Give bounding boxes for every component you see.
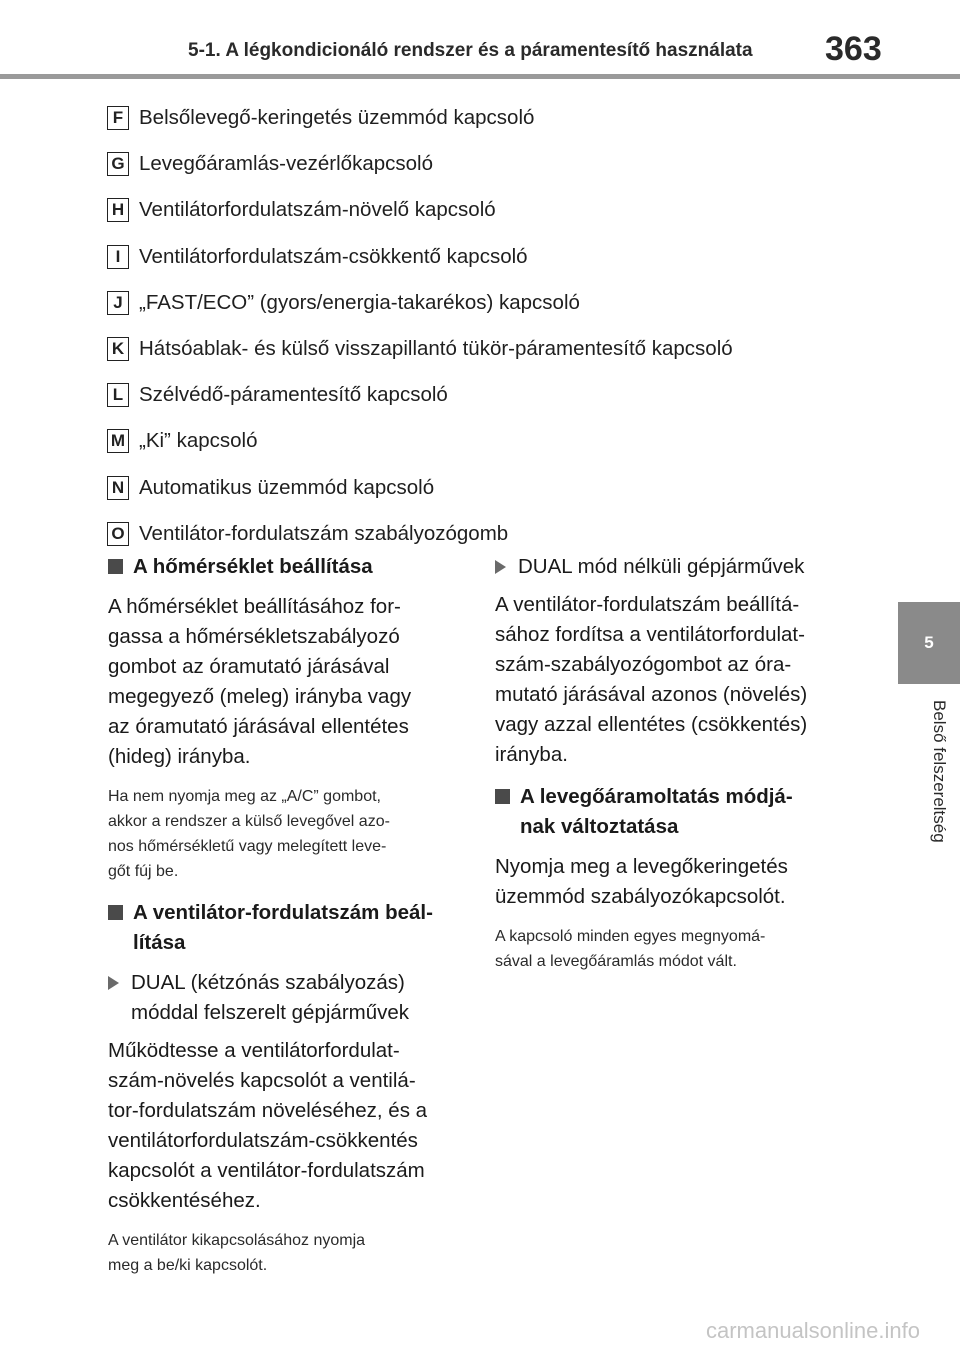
legend-item: [107, 280, 887, 326]
note-line: sával a levegőáramlás módot vált.: [495, 953, 737, 970]
temperature-note: [108, 784, 468, 884]
temperature-body: [108, 592, 468, 772]
body-line: Működtesse a ventilátorfordulat-: [108, 1039, 400, 1062]
heading-line: nak változtatása: [520, 815, 679, 838]
heading-text: [520, 782, 793, 842]
legend-item: [107, 187, 887, 233]
legend-item: [107, 418, 887, 464]
body-line: gassa a hőmérsékletszabályozó: [108, 625, 400, 648]
note-line: meg a be/ki kapcsolót.: [108, 1257, 268, 1274]
airflow-heading: [495, 782, 845, 842]
body-line: ventilátorfordulatszám-csökkentés: [108, 1129, 418, 1152]
heading-line: A ventilátor-fordulatszám beál-: [133, 901, 433, 924]
legend-letter-badge: L: [107, 383, 129, 407]
legend-letter-badge: K: [107, 337, 129, 361]
body-line: Nyomja meg a levegőkeringetés: [495, 855, 788, 878]
chapter-number: 5: [924, 633, 934, 652]
legend-letter-badge: M: [107, 429, 129, 453]
legend-text: Ventilátorfordulatszám-csökkentő kapcsoló: [139, 244, 528, 268]
legend-item: [107, 372, 887, 418]
fan-off-note: [108, 1228, 468, 1278]
chapter-tab: [898, 602, 960, 684]
legend-letter-badge: N: [107, 476, 129, 500]
body-line: megegyező (meleg) irányba vagy: [108, 685, 412, 708]
square-bullet-icon: [108, 905, 123, 920]
body-line: szám-szabályozógombot az óra-: [495, 653, 792, 676]
body-line: A ventilátor-fordulatszám beállítá-: [495, 593, 800, 616]
legend-letter-badge: H: [107, 198, 129, 222]
legend-letter-badge: I: [107, 245, 129, 269]
body-line: (hideg) irányba.: [108, 745, 251, 768]
body-line: csökkentéséhez.: [108, 1189, 261, 1212]
body-line: tor-fordulatszám növeléséhez, és a: [108, 1099, 428, 1122]
note-line: Ha nem nyomja meg az „A/C” gombot,: [108, 788, 381, 805]
airflow-note: [495, 924, 845, 974]
note-line: nos hőmérsékletű vagy melegített leve-: [108, 838, 387, 855]
legend-item: [107, 95, 887, 141]
body-line: gombot az óramutató járásával: [108, 655, 390, 678]
heading-line: lítása: [133, 931, 186, 954]
legend-item: [107, 511, 887, 557]
body-line: üzemmód szabályozókapcsolót.: [495, 885, 786, 908]
subheading-text: DUAL mód nélküli gépjárművek: [518, 555, 805, 578]
legend-text: Levegőáramlás-vezérlőkapcsoló: [139, 152, 433, 176]
legend-letter-badge: G: [107, 152, 129, 176]
legend-item: [107, 141, 887, 187]
legend-text: Belsőlevegő-keringetés üzemmód kapcsoló: [139, 106, 535, 130]
body-line: kapcsolót a ventilátor-fordulatszám: [108, 1159, 425, 1182]
legend-text: „Ki” kapcsoló: [139, 429, 258, 453]
square-bullet-icon: [108, 559, 123, 574]
temperature-heading: [108, 552, 468, 582]
body-line: vagy azzal ellentétes (csökkentés): [495, 713, 808, 736]
note-line: A ventilátor kikapcsolásához nyomja: [108, 1232, 366, 1249]
section-title: 5-1. A légkondicionáló rendszer és a páramentesítő használata: [188, 40, 753, 61]
heading-text: A hőmérséklet beállítása: [133, 555, 373, 578]
chapter-label: Belső felszereltség: [930, 700, 949, 843]
subheading-line: móddal felszerelt gépjárművek: [131, 1001, 410, 1024]
nodual-subheading: [495, 552, 845, 582]
legend-text: Szélvédő-páramentesítő kapcsoló: [139, 383, 448, 407]
legend-letter-badge: O: [107, 522, 129, 546]
legend-text: Ventilátor-fordulatszám szabályozógomb: [139, 521, 509, 545]
legend-letter-badge: J: [107, 291, 129, 315]
header-divider: [0, 74, 960, 79]
legend-text: Hátsóablak- és külső visszapillantó tükör-páramentesítő kapcsoló: [139, 337, 733, 361]
dual-body: [108, 1036, 468, 1216]
right-column: [495, 552, 845, 988]
heading-line: A levegőáramoltatás módjá-: [520, 785, 793, 808]
nodual-body: [495, 590, 845, 770]
legend-item: [107, 465, 887, 511]
body-line: irányba.: [495, 743, 568, 766]
triangle-bullet-icon: [495, 560, 506, 574]
airflow-body: [495, 852, 845, 912]
left-column: [108, 552, 468, 1292]
fan-speed-heading: [108, 898, 468, 958]
body-line: A hőmérséklet beállításához for-: [108, 595, 401, 618]
heading-text: [133, 898, 433, 958]
note-line: akkor a rendszer a külső levegővel azo-: [108, 813, 390, 830]
legend-item: [107, 326, 887, 372]
body-line: az óramutató járásával ellentétes: [108, 715, 409, 738]
watermark-text: carmanualsonline.info: [705, 1318, 920, 1343]
note-line: A kapcsoló minden egyes megnyomá-: [495, 928, 766, 945]
legend-text: Automatikus üzemmód kapcsoló: [139, 475, 435, 499]
body-line: mutató járásával azonos (növelés): [495, 683, 808, 706]
note-line: gőt fúj be.: [108, 863, 179, 880]
legend-list: [107, 95, 887, 557]
legend-item: [107, 234, 887, 280]
triangle-bullet-icon: [108, 976, 119, 990]
dual-subheading: [108, 968, 468, 1028]
subheading-line: DUAL (kétzónás szabályozás): [131, 971, 405, 994]
body-line: sához fordítsa a ventilátorfordulat-: [495, 623, 805, 646]
legend-text: Ventilátorfordulatszám-növelő kapcsoló: [139, 198, 496, 222]
page-number: 363: [825, 30, 882, 68]
legend-text: „FAST/ECO” (gyors/energia-takarékos) kapcsoló: [139, 290, 580, 314]
square-bullet-icon: [495, 789, 510, 804]
body-line: szám-növelés kapcsolót a ventilá-: [108, 1069, 416, 1092]
legend-letter-badge: F: [107, 106, 129, 130]
subheading-text: [131, 968, 409, 1028]
